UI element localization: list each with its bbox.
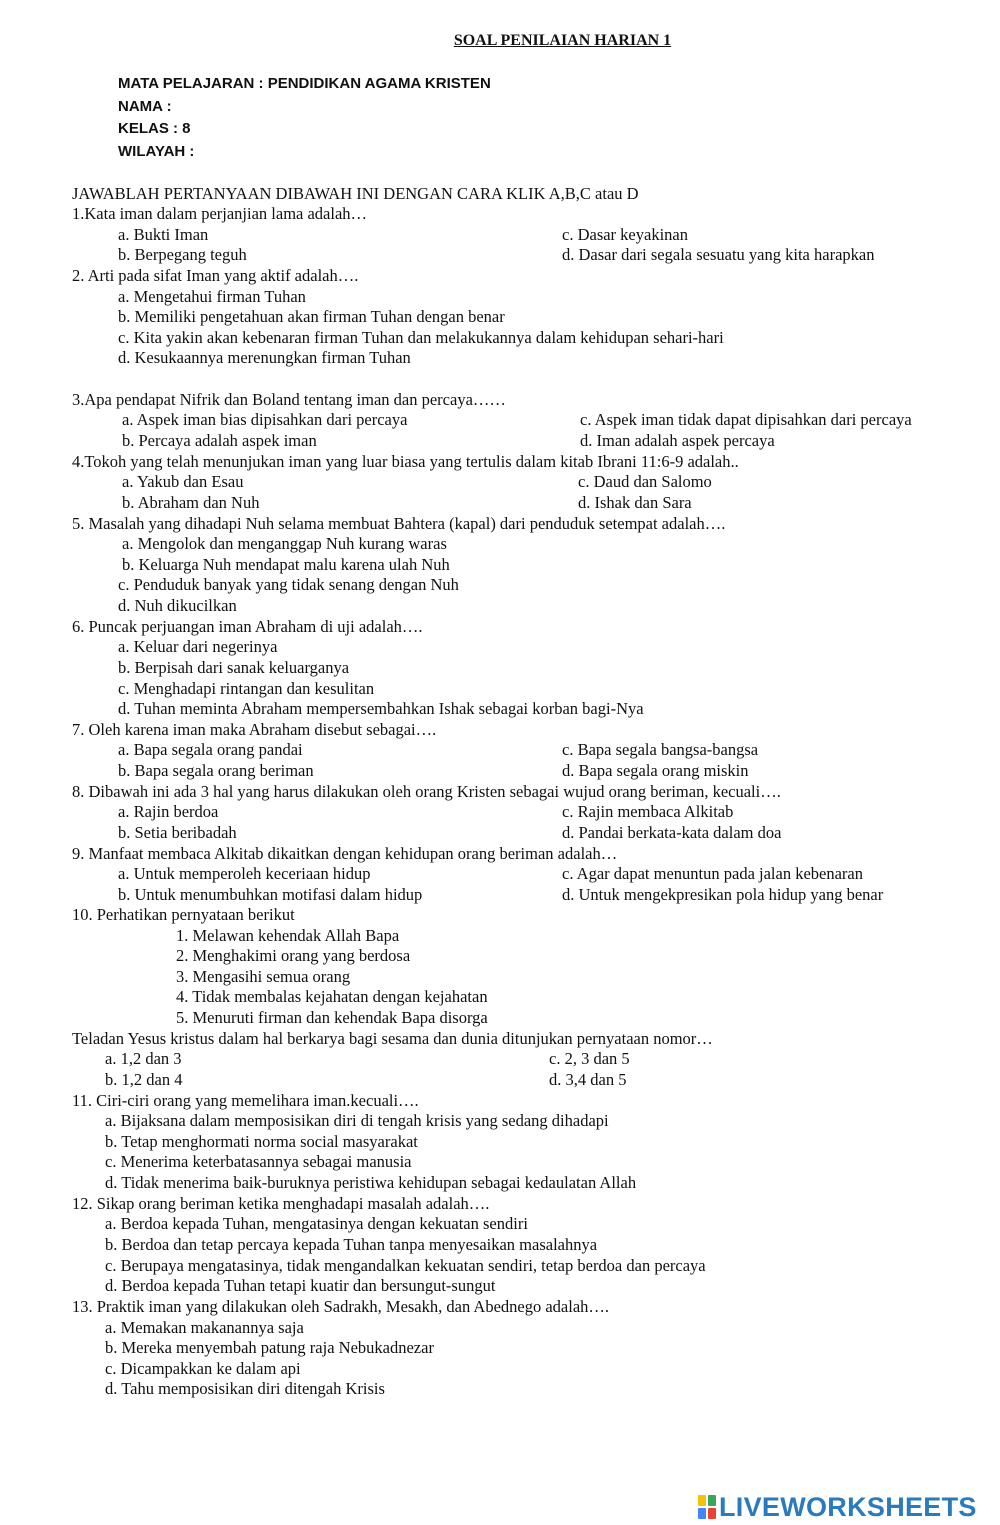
logo-square	[708, 1508, 716, 1519]
q10-option-a[interactable]: a. 1,2 dan 3	[105, 1049, 182, 1068]
q9-option-b[interactable]: b. Untuk menumbuhkan motifasi dalam hidup	[118, 885, 423, 904]
liveworksheets-logo[interactable]	[698, 1492, 977, 1522]
q3-option-c[interactable]: c. Aspek iman tidak dapat dipisahkan dari percaya	[580, 410, 912, 429]
q3-option-b[interactable]: b. Percaya adalah aspek iman	[122, 431, 317, 450]
question-13: 13. Praktik iman yang dilakukan oleh Sadrakh, Mesakh, dan Abednego adalah….	[72, 1297, 610, 1316]
q4-option-c[interactable]: c. Daud dan Salomo	[578, 472, 712, 491]
q3-option-d[interactable]: d. Iman adalah aspek percaya	[580, 431, 775, 450]
q13-option-d[interactable]: d. Tahu memposisikan diri ditengah Krisis	[105, 1379, 385, 1398]
class-label: KELAS : 8	[118, 120, 191, 137]
q4-option-b[interactable]: b. Abraham dan Nuh	[122, 493, 260, 512]
q3-option-a[interactable]: a. Aspek iman bias dipisahkan dari percaya	[122, 410, 408, 429]
q12-option-c[interactable]: c. Berupaya mengatasinya, tidak mengandalkan kekuatan sendiri, tetap berdoa dan percaya	[105, 1256, 706, 1275]
q11-option-b[interactable]: b. Tetap menghormati norma social masyarakat	[105, 1132, 418, 1151]
q8-option-d[interactable]: d. Pandai berkata-kata dalam doa	[562, 823, 782, 842]
q8-option-a[interactable]: a. Rajin berdoa	[118, 802, 219, 821]
region-label: WILAYAH :	[118, 143, 195, 160]
question-12: 12. Sikap orang beriman ketika menghadapi masalah adalah….	[72, 1194, 490, 1213]
q7-option-c[interactable]: c. Bapa segala bangsa-bangsa	[562, 740, 759, 759]
statement-item: 3. Mengasihi semua orang	[176, 967, 351, 986]
instruction: JAWABLAH PERTANYAAN DIBAWAH INI DENGAN CARA KLIK A,B,C atau D	[72, 184, 639, 203]
q11-option-a[interactable]: a. Bijaksana dalam memposisikan diri di tengah krisis yang sedang dihadapi	[105, 1111, 609, 1130]
statement-item: 2. Menghakimi orang yang berdosa	[176, 946, 411, 965]
logo-square	[698, 1508, 706, 1519]
q9-option-a[interactable]: a. Untuk memperoleh keceriaan hidup	[118, 864, 371, 883]
logo-mark-icon	[698, 1495, 716, 1519]
logo-text: LIVEWORKSHEETS	[719, 1491, 977, 1522]
q7-option-b[interactable]: b. Bapa segala orang beriman	[118, 761, 314, 780]
question-2: 2. Arti pada sifat Iman yang aktif adalah….	[72, 266, 359, 285]
question-8: 8. Dibawah ini ada 3 hal yang harus dilakukan oleh orang Kristen sebagai wujud orang beriman, kecuali….	[72, 782, 781, 801]
q7-option-a[interactable]: a. Bapa segala orang pandai	[118, 740, 303, 759]
q11-option-d[interactable]: d. Tidak menerima baik-buruknya peristiwa kehidupan sebagai kedaulatan Allah	[105, 1173, 637, 1192]
question-10: 10. Perhatikan pernyataan berikut	[72, 905, 295, 924]
name-label: NAMA :	[118, 98, 172, 115]
q4-option-d[interactable]: d. Ishak dan Sara	[578, 493, 692, 512]
q12-option-b[interactable]: b. Berdoa dan tetap percaya kepada Tuhan tanpa menyesaikan masalahnya	[105, 1235, 598, 1254]
question-3: 3.Apa pendapat Nifrik dan Boland tentang iman dan percaya……	[72, 390, 506, 409]
q1-option-a[interactable]: a. Bukti Iman	[118, 225, 209, 244]
q6-option-b[interactable]: b. Berpisah dari sanak keluarganya	[118, 658, 350, 677]
logo-square	[708, 1495, 716, 1506]
q10-option-d[interactable]: d. 3,4 dan 5	[549, 1070, 627, 1089]
q5-option-b[interactable]: b. Keluarga Nuh mendapat malu karena ulah Nuh	[122, 555, 450, 574]
question-9: 9. Manfaat membaca Alkitab dikaitkan dengan kehidupan orang beriman adalah…	[72, 844, 618, 863]
question-1: 1.Kata iman dalam perjanjian lama adalah…	[72, 204, 368, 223]
question-11: 11. Ciri-ciri orang yang memelihara iman.kecuali….	[72, 1091, 419, 1110]
q11-option-c[interactable]: c. Menerima keterbatasannya sebagai manusia	[105, 1152, 412, 1171]
statement-item: 4. Tidak membalas kejahatan dengan kejahatan	[176, 987, 488, 1006]
q6-option-c[interactable]: c. Menghadapi rintangan dan kesulitan	[118, 679, 375, 698]
q12-option-d[interactable]: d. Berdoa kepada Tuhan tetapi kuatir dan bersungut-sungut	[105, 1276, 496, 1295]
q9-option-c[interactable]: c. Agar dapat menuntun pada jalan kebenaran	[562, 864, 863, 883]
q5-option-d[interactable]: d. Nuh dikucilkan	[118, 596, 237, 615]
question-7: 7. Oleh karena iman maka Abraham disebut sebagai….	[72, 720, 437, 739]
q10-option-c[interactable]: c. 2, 3 dan 5	[549, 1049, 630, 1068]
q2-option-a[interactable]: a. Mengetahui firman Tuhan	[118, 287, 306, 306]
q8-option-b[interactable]: b. Setia beribadah	[118, 823, 237, 842]
q5-option-a[interactable]: a. Mengolok dan menganggap Nuh kurang waras	[122, 534, 447, 553]
question-5: 5. Masalah yang dihadapi Nuh selama membuat Bahtera (kapal) dari penduduk setempat adalah….	[72, 514, 726, 533]
q7-option-d[interactable]: d. Bapa segala orang miskin	[562, 761, 749, 780]
q1-option-c[interactable]: c. Dasar keyakinan	[562, 225, 688, 244]
q6-option-d[interactable]: d. Tuhan meminta Abraham mempersembahkan Ishak sebagai korban bagi-Nya	[118, 699, 644, 718]
subject-label: MATA PELAJARAN : PENDIDIKAN AGAMA KRISTEN	[118, 75, 491, 92]
question-4: 4.Tokoh yang telah menunjukan iman yang luar biasa yang tertulis dalam kitab Ibrani 11:6-9 adalah..	[72, 452, 739, 471]
question-10-prompt: Teladan Yesus kristus dalam hal berkarya bagi sesama dan dunia ditunjukan pernyataan nomor…	[72, 1029, 713, 1048]
q9-option-d[interactable]: d. Untuk mengekpresikan pola hidup yang benar	[562, 885, 884, 904]
q5-option-c[interactable]: c. Penduduk banyak yang tidak senang dengan Nuh	[118, 575, 459, 594]
statement-item: 1. Melawan kehendak Allah Bapa	[176, 926, 400, 945]
q12-option-a[interactable]: a. Berdoa kepada Tuhan, mengatasinya dengan kekuatan sendiri	[105, 1214, 528, 1233]
q2-option-d[interactable]: d. Kesukaannya merenungkan firman Tuhan	[118, 348, 411, 367]
q4-option-a[interactable]: a. Yakub dan Esau	[122, 472, 244, 491]
q1-option-d[interactable]: d. Dasar dari segala sesuatu yang kita harapkan	[562, 245, 875, 264]
q2-option-b[interactable]: b. Memiliki pengetahuan akan firman Tuhan dengan benar	[118, 307, 505, 326]
q2-option-c[interactable]: c. Kita yakin akan kebenaran firman Tuhan dan melakukannya dalam kehidupan sehari-hari	[118, 328, 724, 347]
q13-option-c[interactable]: c. Dicampakkan ke dalam api	[105, 1359, 301, 1378]
q13-option-a[interactable]: a. Memakan makanannya saja	[105, 1318, 304, 1337]
q6-option-a[interactable]: a. Keluar dari negerinya	[118, 637, 278, 656]
q13-option-b[interactable]: b. Mereka menyembah patung raja Nebukadnezar	[105, 1338, 434, 1357]
q1-option-b[interactable]: b. Berpegang teguh	[118, 245, 247, 264]
statement-item: 5. Menuruti firman dan kehendak Bapa disorga	[176, 1008, 488, 1027]
q10-option-b[interactable]: b. 1,2 dan 4	[105, 1070, 183, 1089]
q8-option-c[interactable]: c. Rajin membaca Alkitab	[562, 802, 734, 821]
logo-square	[698, 1495, 706, 1506]
question-6: 6. Puncak perjuangan iman Abraham di uji adalah….	[72, 617, 423, 636]
page-title: SOAL PENILAIAN HARIAN 1	[453, 32, 672, 49]
